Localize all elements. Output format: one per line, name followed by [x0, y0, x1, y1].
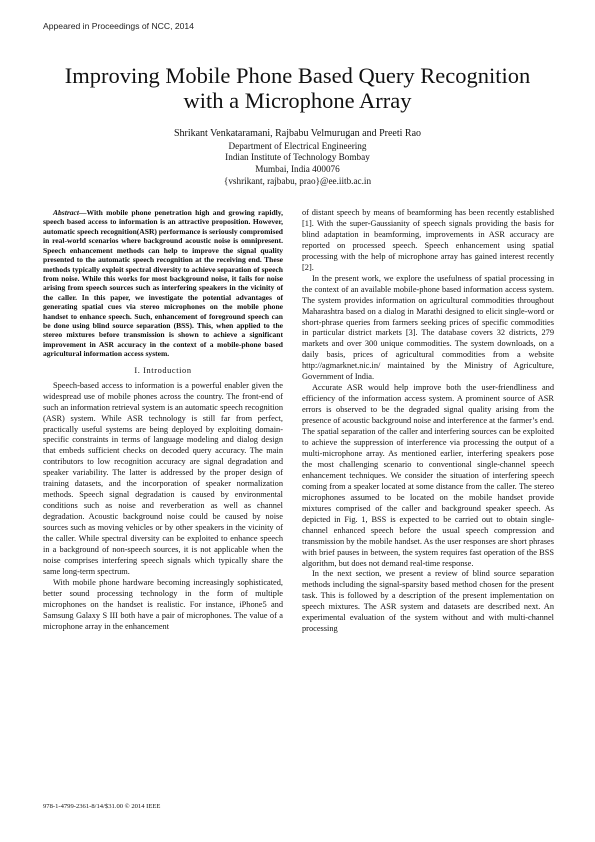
abstract-text: —With mobile phone penetration high and growing rapidly, speech based access to information is an attractive proposition. However, automatic speech recognition(ASR) performance is seriously compromised in real-world scenarios where background acoustic noise is omnipresent. Speech enhancement methods can help to improve the signal quality presented to the automatic speech recognition at the receiving end. These methods typically exploit spectral diversity to achieve separation of speech from noise. While this works for most background noise, it fails for noise arising from speech sources such as interfering speakers in the vicinity of the caller. In this paper, we investigate the potential advantages of generating spatial cues via stereo microphones on the mobile phone handset to enhance speech. Such, enhancement of foreground speech can be done using blind source separation (BSS). This, when applied to the stereo mixtures before transmission is shown to achieve a significant improvement in ASR accuracy in the context of a mobile-phone based agricultural information access system.: [43, 208, 283, 359]
institute: Indian Institute of Technology Bombay: [225, 152, 370, 163]
title-line-1: Improving Mobile Phone Based Query Recognition: [64, 63, 531, 88]
author-names: Shrikant Venkataramani, Rajbabu Velmurugan and Preeti Rao: [173, 128, 422, 139]
paragraph: Speech-based access to information is a powerful enabler given the widespread use of mobile phones across the country. The front-end of such an information retrieval system is an automatic speech recognition (ASR) system. While ASR technology is still far from perfect, practically useful systems are being deployed by exploiting domain-specific constraints in terms of language modeling and dialog design that embeds sufficient checks on decoded query accuracy. The main contributors to low recognition accuracy are signal degradation and speaker variability. The latter is addressed by the proper design of training datasets, and the incorporation of speaker normalization methods. Speech signal degradation is caused by environmental conditions such as noise and reverberation as well as channel degradation. Acoustic background noise could be caused by noise sources such as moving vehicles or by other speakers in the vicinity of the caller. While spectral diversity can be exploited to enhance speech in a background of non-speech sources, it is not applicable when the noise comprises interfering speech signals which typically share the same long-term spectrum.: [43, 380, 283, 576]
abstract-label: Abstract: [53, 208, 79, 217]
right-column: [302, 208, 554, 635]
author-block: [60, 127, 535, 188]
section-heading-introduction: I. Introduction: [134, 365, 192, 375]
publication-note: Appeared in Proceedings of NCC, 2014: [43, 21, 194, 31]
department: Department of Electrical Engineering: [228, 140, 367, 151]
copyright-footnote: 978-1-4799-2361-8/14/$31.00 © 2014 IEEE: [43, 803, 161, 810]
paragraph: In the next section, we present a review of blind source separation methods including the signal-sparsity based method chosen for the present task. This is followed by a description of the present implementation on speech mixtures. The ASR system and datasets are described next. An experimental evaluation of the system without and with multi-channel processing: [302, 569, 554, 634]
paper-title: [30, 63, 565, 113]
paragraph: Accurate ASR would help improve both the user-friendliness and efficiency of the information access system. A prominent source of ASR errors is observed to be the degraded signal quality arising from the presence of acoustic background noise and interference at the farmer’s end. The spatial separation of the caller and interfering sources can be exploited to achieve the suppression of interference via processing the output of a multi-microphone array. As mentioned earlier, interfering speakers pose the most challenging scenario to conventional single-channel speech enhancement techniques. We consider the situation of interfering speech coming from a speaker located at some distance from the caller. The stereo microphones assumed to be located on the mobile handset provide mixtures comprised of the caller and background speaker speech. As depicted in Fig. 1, BSS is expected to be carried out to obtain single-channel enhanced speech before the usual speech compression and transmission by the mobile handset. As the user responses are short phrases with brief pauses in between, the system requires fast operation of the BSS algorithm, but does not demand real-time response.: [302, 383, 554, 568]
title-line-2: with a Microphone Array: [183, 88, 412, 113]
paragraph: of distant speech by means of beamforming has been recently established [1]. With the super-Gaussianity of speech signals providing the basis for blind adaptation in beamforming, improvements in ASR accuracy are reported on processed speech. Speech enhancement using spatial processing with the help of microphone array has gained interest recently [2].: [302, 208, 554, 272]
abstract: [43, 208, 283, 359]
paragraph: In the present work, we explore the usefulness of spatial processing in the context of an available mobile-phone based information access system. The system provides information on agricultural commodities throughout Maharashtra based on a dialog in Marathi designed to elicit single-word or short-phrase queries from farmers seeking prices of specific commodities in particular district markets [3]. The database covers 32 districts, 279 markets and over 300 unique commodities. The system downloads, on a daily basis, prices of agricultural commodities from a website http://agmarknet.nic.in/ maintained by the Ministry of Agriculture, Government of India.: [302, 273, 554, 382]
paragraph: With mobile phone hardware becoming increasingly sophisticated, better sound processing technology in the form of multiple microphones on the handset is realistic. For instance, iPhone5 and Samsung Galaxy S III both have a pair of microphones. The value of a microphone array in the enhancement: [43, 577, 283, 631]
author-emails: {vshrikant, rajbabu, prao}@ee.iitb.ac.in: [223, 176, 372, 187]
city: Mumbai, India 400076: [255, 164, 340, 175]
left-column: [43, 208, 283, 633]
